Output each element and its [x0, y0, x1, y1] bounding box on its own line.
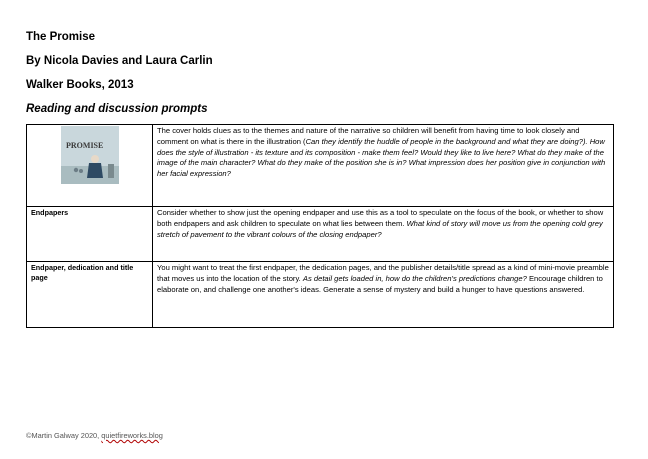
endpapers-prompt-text: Consider whether to show just the opening endpaper and use this as a tool to speculate on the focus of the book, or whether to show both endpapers and ask children to speculate on what lies between them. What kind of story will move us from the opening cold grey stretch of pavement to the vibrant colours of the closing endpaper?: [153, 207, 614, 262]
cover-prompt-text: The cover holds clues as to the themes and nature of the narrative so children will benefit from having time to look closely and comment on what is there in the illustration (Can they identify the huddle of people in the background and what they are doing?). How does the style of illustration - its texture and its composition - make them feel? Would they like to live here? What do they make of the image of the main character? What do they make of the position she is in? What impression does her position give in conjunction with her facial expression?: [153, 125, 614, 207]
footer-copyright: ©Martin Galway 2020, quietfireworks.blog: [26, 431, 163, 440]
cover-title-lettering: PROMISE: [65, 141, 103, 150]
table-row: [27, 262, 614, 328]
footer-link[interactable]: quietfireworks.blog: [101, 431, 163, 440]
prompts-table: [26, 124, 614, 328]
row-label-dedication: Endpaper, dedication and title page: [27, 262, 153, 328]
authors-line: By Nicola Davies and Laura Carlin: [26, 55, 213, 67]
row-label-endpapers: Endpapers: [27, 207, 153, 262]
table-row: [27, 207, 614, 262]
section-subtitle: Reading and discussion prompts: [26, 103, 208, 115]
table-row: [27, 125, 614, 207]
cover-cell: [27, 125, 153, 207]
publisher-line: Walker Books, 2013: [26, 79, 134, 91]
dedication-prompt-text: You might want to treat the first endpaper, the dedication pages, and the publisher details/title spread as a kind of mini-movie preamble that moves us into the location of the story. As detail gets loaded in, how do the children's predictions change? Encourage children to elaborate on, and challenge one another's ideas. Generate a sense of mystery and build a hunger to have questions answered.: [153, 262, 614, 328]
book-cover-image: [61, 126, 119, 184]
document-title: The Promise: [26, 31, 96, 43]
